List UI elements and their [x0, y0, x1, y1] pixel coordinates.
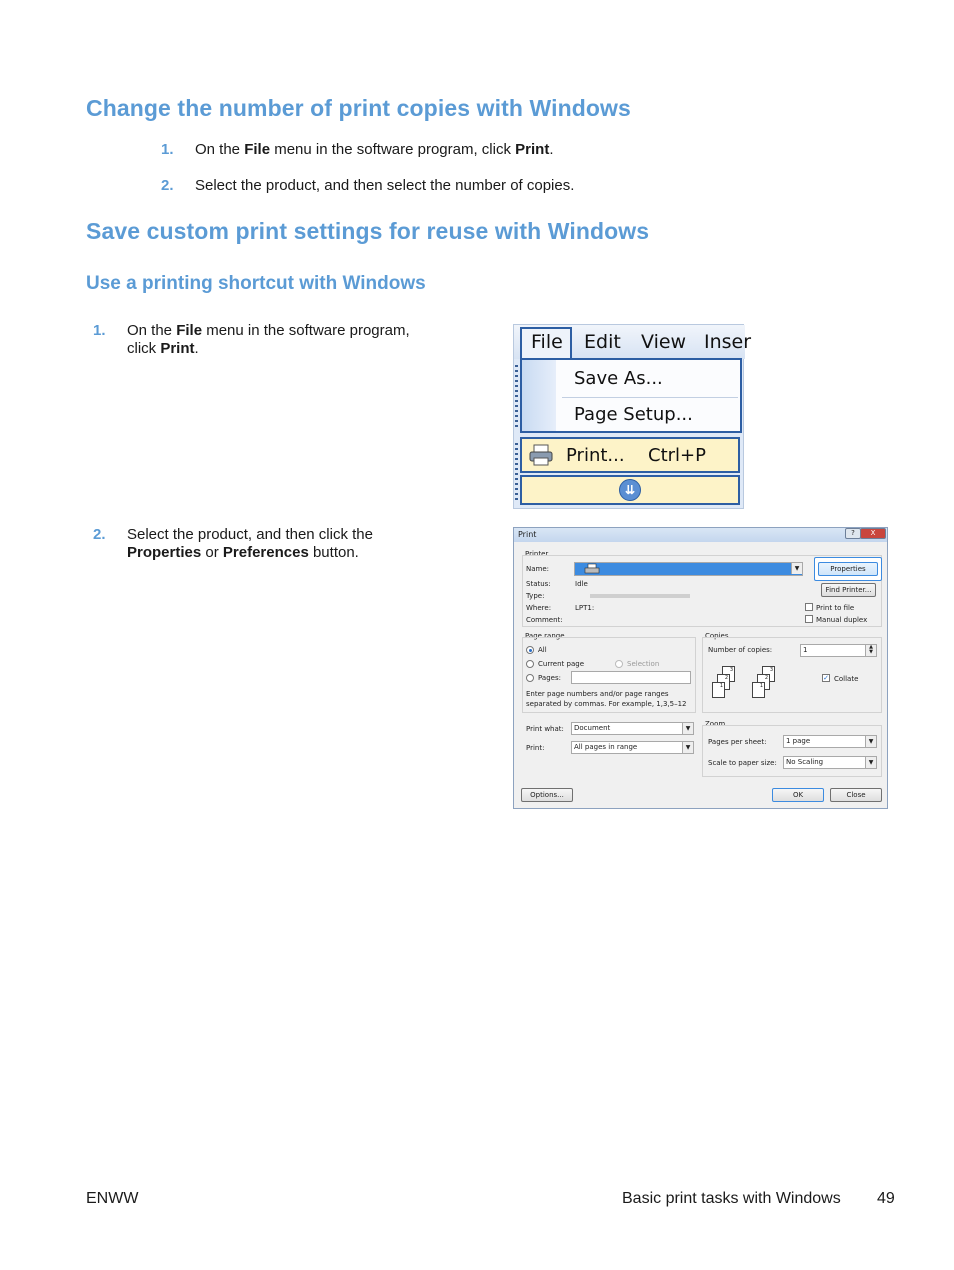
where-value: LPT1:	[575, 604, 595, 612]
page-range-hint: separated by commas. For example, 1,3,5–12	[526, 700, 687, 708]
selection-label: Selection	[627, 660, 660, 668]
step-text: On the File menu in the software program, click Print.	[195, 141, 554, 158]
page-thumbnail: 3	[762, 666, 775, 682]
collate-label: Collate	[834, 675, 859, 683]
all-label: All	[538, 646, 547, 654]
where-label: Where:	[526, 604, 552, 612]
toolbar-grip	[515, 443, 518, 503]
properties-button-highlight	[814, 557, 882, 581]
menu-item-print[interactable]	[520, 437, 740, 473]
chevron-down-icon[interactable]: ▼	[682, 742, 693, 753]
pages-label: Pages:	[538, 674, 561, 682]
file-menu-panel	[520, 358, 742, 433]
print-to-file-label: Print to file	[816, 604, 855, 612]
properties-button[interactable]: Properties	[818, 562, 878, 576]
step-number: 1.	[161, 141, 174, 158]
print-label: Print...	[566, 445, 625, 466]
step-number: 2.	[93, 526, 106, 543]
options-button[interactable]: Options...	[521, 788, 573, 802]
print-what-select[interactable]: Document ▼	[571, 722, 694, 735]
menu-tab-insert[interactable]: Inser	[704, 331, 752, 353]
menu-expand[interactable]	[520, 475, 740, 505]
page-range-group-label: Page range	[525, 632, 565, 640]
spinner-icon[interactable]: ▲ ▼	[865, 645, 876, 656]
step-text: Select the product, and then select the number of copies.	[195, 177, 575, 194]
status-value: Idle	[575, 580, 588, 588]
number-of-copies-label: Number of copies:	[708, 646, 773, 654]
step-number: 2.	[161, 177, 174, 194]
page-thumbnail: 2	[757, 674, 770, 690]
manual-duplex-checkbox[interactable]	[805, 615, 813, 623]
name-label: Name:	[526, 565, 550, 573]
page-number: 49	[877, 1190, 895, 1207]
menu-separator	[562, 397, 738, 398]
manual-duplex-label: Manual duplex	[816, 616, 868, 624]
print-what-label: Print what:	[526, 725, 564, 733]
subheading-printing-shortcut: Use a printing shortcut with Windows	[86, 273, 426, 294]
menu-item-save-as[interactable]: Save As...	[574, 368, 663, 389]
comment-label: Comment:	[526, 616, 563, 624]
step-number: 1.	[93, 322, 106, 339]
help-button[interactable]: ?	[845, 528, 861, 539]
scale-label: Scale to paper size:	[708, 759, 777, 767]
printer-name-select[interactable]	[574, 562, 803, 576]
heading-save-settings: Save custom print settings for reuse with Windows	[86, 218, 650, 244]
menu-item-page-setup[interactable]: Page Setup...	[574, 404, 693, 425]
close-button[interactable]: Close	[830, 788, 882, 802]
close-window-button[interactable]: X	[860, 528, 886, 539]
menu-tab-file[interactable]: File	[531, 331, 563, 353]
chevron-down-icon[interactable]: ▼	[682, 723, 693, 734]
pages-input[interactable]	[571, 671, 691, 684]
current-page-radio[interactable]	[526, 660, 534, 668]
collate-checkbox[interactable]: ✓	[823, 674, 829, 682]
find-printer-button[interactable]: Find Printer...	[821, 583, 876, 597]
printer-icon	[585, 564, 599, 575]
print-shortcut: Ctrl+P	[648, 445, 706, 466]
menu-tab-edit[interactable]: Edit	[584, 331, 621, 353]
copies-group-label: Copies	[705, 632, 729, 640]
print-to-file-checkbox[interactable]	[805, 603, 813, 611]
zoom-group	[702, 725, 882, 777]
page-thumbnail: 1	[712, 682, 725, 698]
chevron-down-icon[interactable]: ▼	[791, 563, 802, 574]
step-text: On the File menu in the software program, click Print.	[127, 322, 410, 357]
print-label: Print:	[526, 744, 545, 752]
chevron-double-down-icon[interactable]: ⇊	[619, 479, 641, 501]
type-label: Type:	[526, 592, 545, 600]
page-thumbnail: 2	[717, 674, 730, 690]
zoom-group-label: Zoom	[705, 720, 726, 728]
page-thumbnail: 1	[752, 682, 765, 698]
file-menu-screenshot	[513, 324, 752, 509]
menu-tab-view[interactable]: View	[641, 331, 687, 353]
print-dialog-screenshot	[513, 527, 888, 809]
pages-radio[interactable]	[526, 674, 534, 682]
printer-icon	[529, 444, 553, 466]
heading-change-copies: Change the number of print copies with Windows	[86, 95, 631, 121]
toolbar-grip	[515, 365, 518, 430]
dialog-title: Print	[518, 530, 537, 539]
ok-button[interactable]: OK	[772, 788, 824, 802]
scale-select[interactable]: No Scaling ▼	[783, 756, 877, 769]
selection-radio[interactable]	[615, 660, 623, 668]
chevron-down-icon[interactable]: ▼	[865, 757, 876, 768]
all-radio[interactable]	[526, 646, 534, 654]
status-label: Status:	[526, 580, 551, 588]
pages-per-sheet-select[interactable]: 1 page ▼	[783, 735, 877, 748]
footer-section-title: Basic print tasks with Windows	[622, 1190, 841, 1207]
number-of-copies-input[interactable]: 1 ▲ ▼	[800, 644, 877, 657]
step-text: Select the product, and then click the Properties or Preferences button.	[127, 526, 373, 561]
chevron-down-icon[interactable]: ▼	[865, 736, 876, 747]
dialog-titlebar	[514, 528, 887, 542]
page-thumbnail: 3	[722, 666, 735, 682]
page-range-hint: Enter page numbers and/or page ranges	[526, 690, 669, 698]
footer-left: ENWW	[86, 1190, 139, 1207]
type-value-blurred	[590, 594, 690, 598]
print-range-select[interactable]: All pages in range ▼	[571, 741, 694, 754]
current-page-label: Current page	[538, 660, 584, 668]
pages-per-sheet-label: Pages per sheet:	[708, 738, 767, 746]
printer-group-label: Printer	[525, 550, 549, 558]
menu-icon-strip	[522, 360, 556, 431]
